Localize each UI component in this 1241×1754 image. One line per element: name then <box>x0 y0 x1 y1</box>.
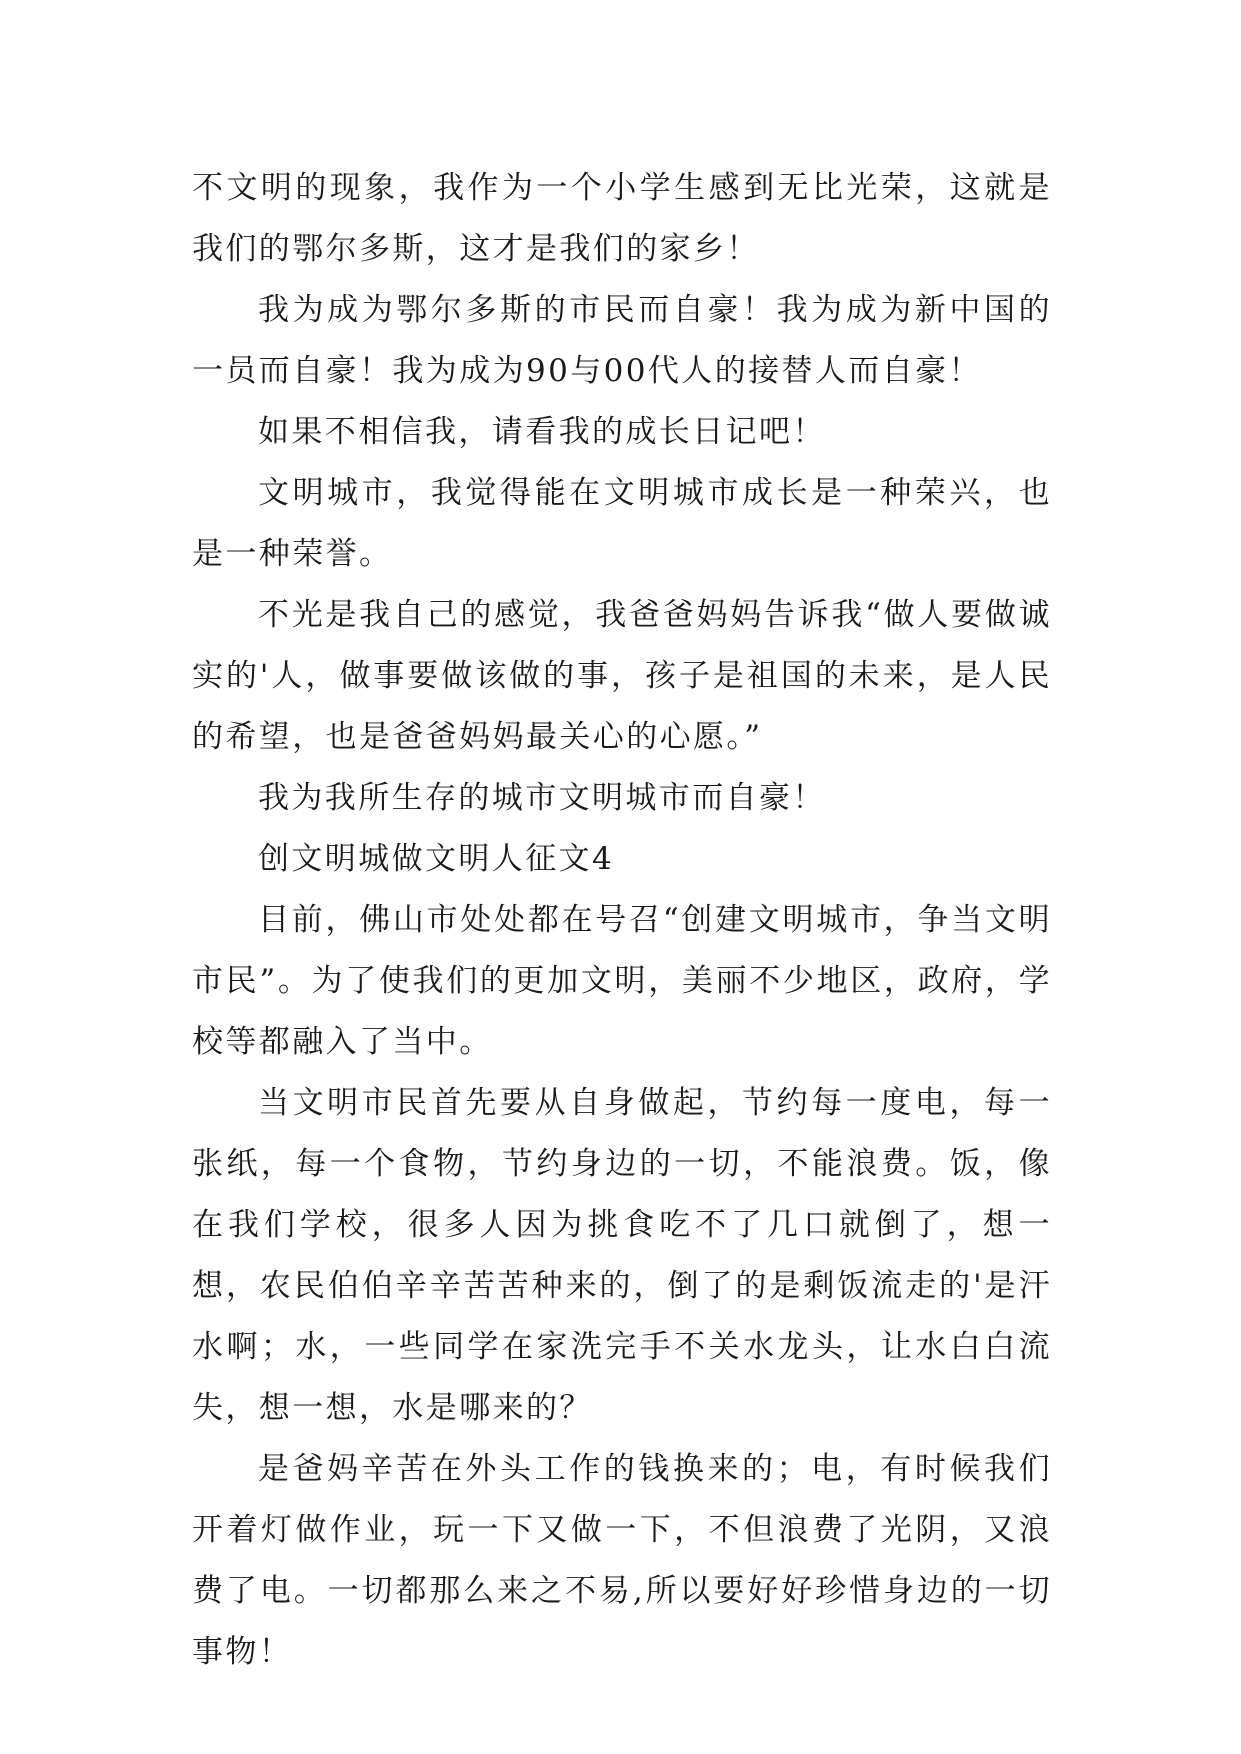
paragraph-2: 我为成为鄂尔多斯的市民而自豪！我为成为新中国的一员而自豪！我为成为90与00代人的接替人而自豪！ <box>192 292 1052 389</box>
paragraph-5: 不光是我自己的感觉，我爸爸妈妈告诉我“做人要做诚实的'人，做事要做该做的事，孩子是祖国的未来，是人民的希望，也是爸爸妈妈最关心的心愿。” <box>192 597 1052 755</box>
section-heading: 创文明城做文明人征文4 <box>258 841 615 877</box>
document-body <box>192 158 1052 1683</box>
paragraph-6: 我为我所生存的城市文明城市而自豪！ <box>258 780 826 816</box>
paragraph-8: 当文明市民首先要从自身做起，节约每一度电，每一张纸，每一个食物，节约身边的一切，不能浪费。饭，像在我们学校，很多人因为挑食吃不了几口就倒了，想一想，农民伯伯辛辛苦苦种来的，倒了的是剩饭流走的'是汗水啊；水，一些同学在家洗完手不关水龙头，让水白白流失，想一想，水是哪来的？ <box>192 1085 1052 1426</box>
paragraph-9: 是爸妈辛苦在外头工作的钱换来的；电，有时候我们开着灯做作业，玩一下又做一下，不但浪费了光阴，又浪费了电。一切都那么来之不易,所以要好好珍惜身边的一切事物！ <box>192 1451 1052 1670</box>
paragraph-4: 文明城市，我觉得能在文明城市成长是一种荣兴，也是一种荣誉。 <box>192 475 1052 572</box>
paragraph-3: 如果不相信我，请看我的成长日记吧！ <box>258 414 826 450</box>
paragraph-7: 目前，佛山市处处都在号召“创建文明城市，争当文明市民”。为了使我们的更加文明，美丽不少地区，政府，学校等都融入了当中。 <box>192 902 1052 1060</box>
paragraph-1: 不文明的现象，我作为一个小学生感到无比光荣，这就是我们的鄂尔多斯，这才是我们的家乡！ <box>192 170 1052 267</box>
